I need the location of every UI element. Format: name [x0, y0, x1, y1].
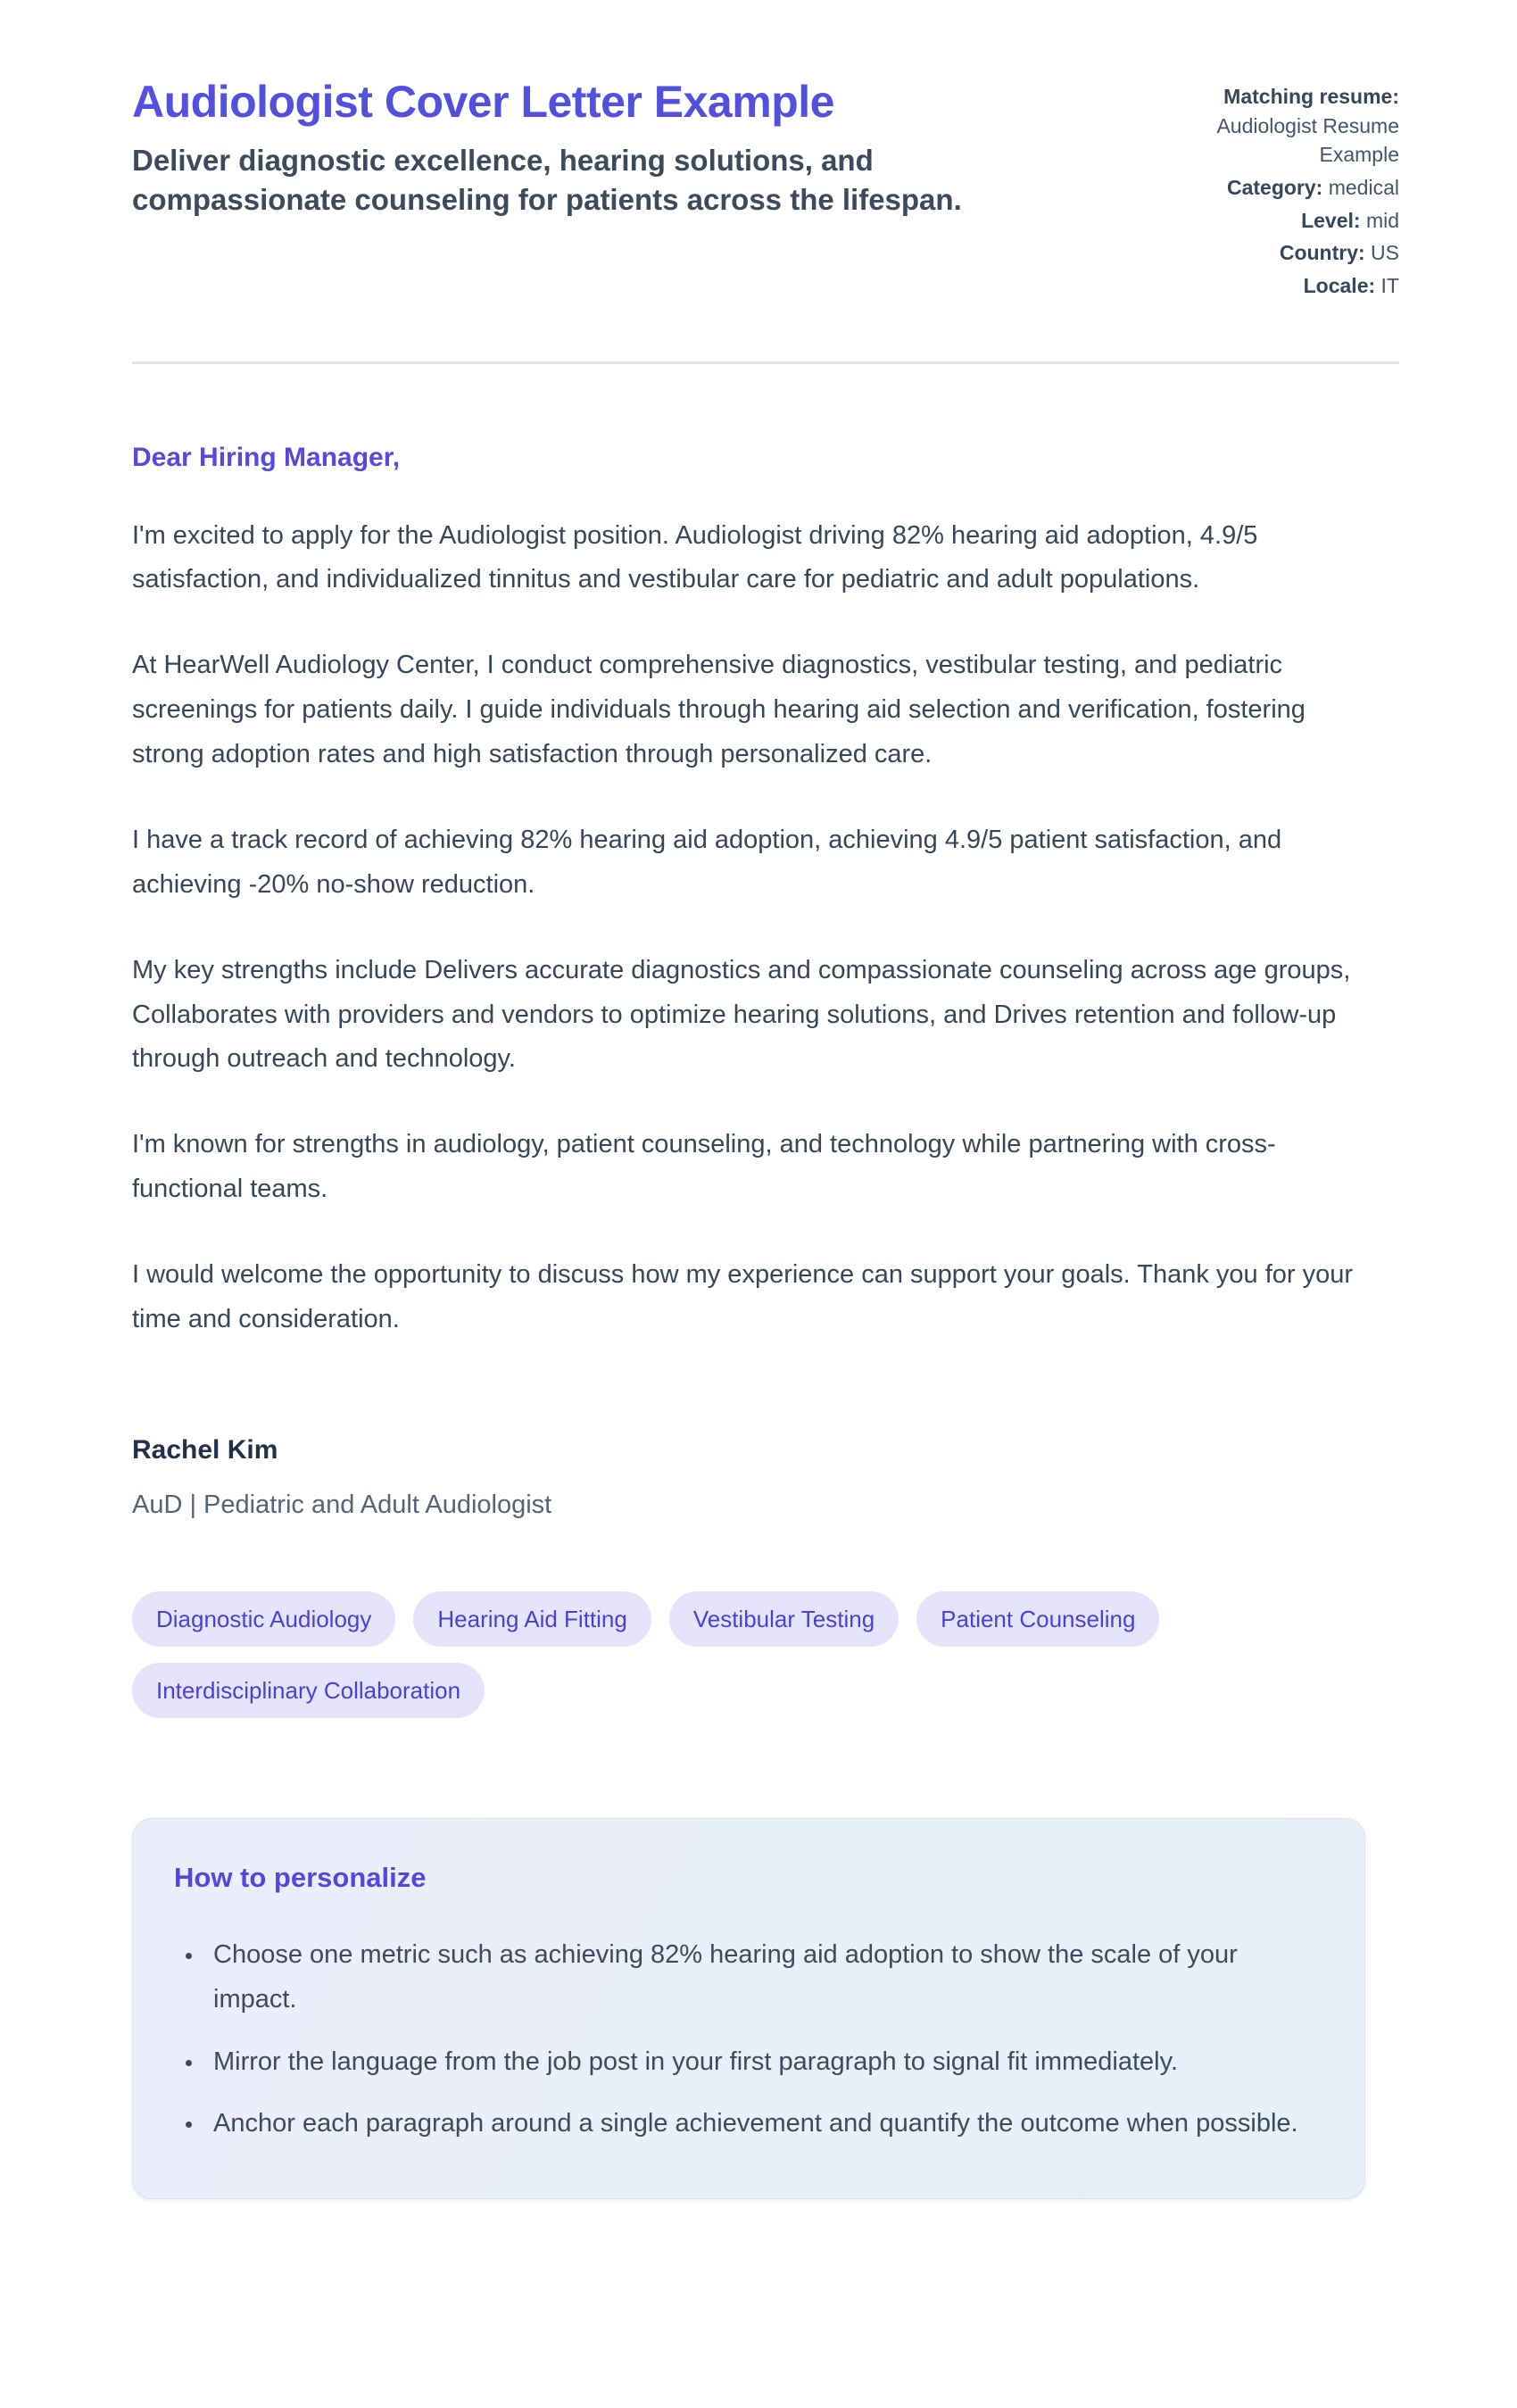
- skill-tag: Patient Counseling: [916, 1591, 1159, 1647]
- meta-level: [1132, 206, 1399, 236]
- letter-paragraph: I'm known for strengths in audiology, patient counseling, and technology while partnering with cross-functional teams.: [132, 1130, 1276, 1204]
- cover-letter-page: [132, 0, 1399, 2279]
- meta-locale-label: Locale:: [1303, 273, 1376, 297]
- page-header: [132, 77, 1399, 304]
- letter-paragraph: I'm excited to apply for the Audiologist position. Audiologist driving 82% hearing aid adoption, 4.9/5 satisfaction, and individualized tinnitus and vestibular care for pediatric and adult populations.: [132, 520, 1258, 594]
- signature-title: AuD | Pediatric and Adult Audiologist: [132, 1490, 552, 1519]
- resume-meta-panel: [1132, 77, 1399, 304]
- meta-level-value: mid: [1365, 208, 1399, 232]
- letter-paragraph: My key strengths include Delivers accurate diagnostics and compassionate counseling across age groups, Collaborates with providers and vendors to optimize hearing solutions, and Drives retention and follow-up through outreach and technology.: [132, 955, 1351, 1074]
- letter-paragraph: At HearWell Audiology Center, I conduct comprehensive diagnostics, vestibular testing, and pediatric screenings for patients daily. I guide individuals through hearing aid selection and verification, fostering strong adoption rates and high satisfaction through personalized care.: [132, 651, 1306, 769]
- letter-signature: [132, 1435, 1399, 1520]
- skill-tag: Hearing Aid Fitting: [413, 1591, 651, 1647]
- how-to-personalize-title: How to personalize: [174, 1861, 427, 1893]
- skill-tags: [132, 1591, 1203, 1718]
- personalize-tip: • Choose one metric such as achieving 82% hearing aid adoption to show the scale of your impact.: [204, 1933, 1302, 2022]
- meta-category-value: medical: [1328, 175, 1399, 199]
- skill-tag: Interdisciplinary Collaboration: [132, 1663, 485, 1718]
- meta-matching-resume: [1132, 82, 1399, 170]
- personalize-tip: • Mirror the language from the job post in your first paragraph to signal fit immediately.: [204, 2040, 1302, 2085]
- header-divider: [132, 361, 1399, 364]
- meta-locale: [1132, 271, 1399, 301]
- page-title: Audiologist Cover Letter Example: [132, 77, 834, 127]
- letter-greeting: Dear Hiring Manager,: [132, 442, 401, 472]
- meta-category: [1132, 173, 1399, 203]
- meta-level-label: Level:: [1301, 208, 1361, 232]
- meta-country-label: Country:: [1279, 241, 1365, 265]
- meta-locale-value: IT: [1380, 273, 1399, 297]
- how-to-personalize-box: [132, 1818, 1365, 2200]
- how-to-personalize-list: [174, 1933, 1320, 2147]
- letter-paragraph: I would welcome the opportunity to discuss how my experience can support your goals. Thank you for your time and consideration.: [132, 1260, 1354, 1333]
- header-title-block: [132, 77, 1087, 219]
- meta-matching-resume-value: Audiologist Resume Example: [1216, 113, 1399, 167]
- personalize-tip: • Anchor each paragraph around a single achievement and quantify the outcome when possible.: [204, 2102, 1302, 2146]
- letter-body: [132, 443, 1399, 1520]
- meta-matching-resume-label: Matching resume:: [1223, 85, 1399, 108]
- meta-country: [1132, 238, 1399, 268]
- page-subtitle: Deliver diagnostic excellence, hearing solutions, and compassionate counseling for patients across the lifespan.: [132, 144, 962, 216]
- signature-name: Rachel Kim: [132, 1434, 278, 1465]
- letter-paragraph: I have a track record of achieving 82% hearing aid adoption, achieving 4.9/5 patient satisfaction, and achieving -20% no-show reduction.: [132, 825, 1282, 899]
- meta-country-value: US: [1371, 241, 1399, 265]
- skill-tag: Vestibular Testing: [669, 1591, 899, 1647]
- meta-category-label: Category:: [1226, 175, 1323, 199]
- skill-tag: Diagnostic Audiology: [132, 1591, 395, 1647]
